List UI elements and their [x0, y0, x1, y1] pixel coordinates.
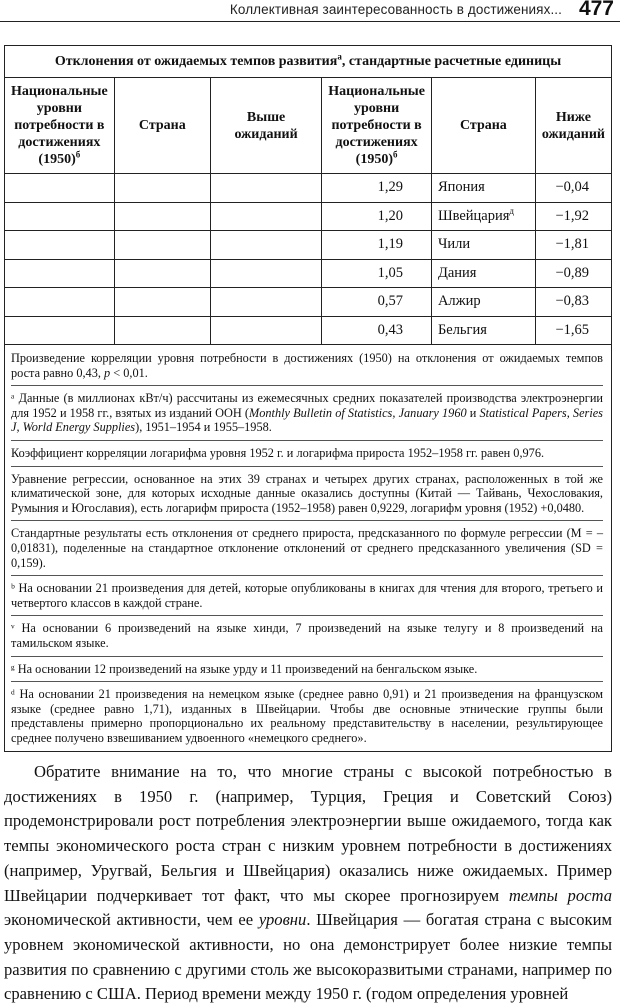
note-d: ᵈ На основании 21 произведения на немецком языке (среднее равно 0,91) и 21 произведения на французском языке (среднее равно 1,71), изданных в Швейцарии. Чтобы две основные этнические группы были представлены примерно пропорционально их реальному представительству в населении, результирующее среднее получено взвешиванием удвоенного «немецкого среднего».	[11, 687, 603, 745]
need-cell: 1,29	[322, 174, 432, 203]
below-cell: −0,83	[535, 288, 611, 317]
below-cell: −1,65	[535, 316, 611, 345]
header-divider	[0, 21, 620, 22]
col-header-country-left: Страна	[114, 78, 210, 174]
deviation-table	[4, 45, 612, 752]
country-cell: Дания	[431, 259, 535, 288]
table-header-row	[5, 78, 612, 174]
col-header-need-left: Национальные уровни потребности в достижениях $(1950)^б$	[5, 78, 115, 174]
note-divider	[11, 385, 603, 386]
country-cell: Бельгия	[431, 316, 535, 345]
country-cell: Алжир	[431, 288, 535, 317]
col-header-country-right: Страна	[431, 78, 535, 174]
below-cell: −1,81	[535, 231, 611, 260]
note-divider	[11, 440, 603, 441]
note-divider	[11, 466, 603, 467]
table-row	[5, 288, 612, 317]
note-b: ᵇ На основании 21 произведения для детей, которые опубликованы в книгах для чтения для второго, третьего и четвертого классов в каждой стране.	[11, 581, 603, 610]
table-row	[5, 202, 612, 231]
below-cell: −0,89	[535, 259, 611, 288]
table-row	[5, 231, 612, 260]
note-correlation: Произведение корреляции уровня потребности в достижениях (1950) на отклонения от ожидаемых темпов роста равно 0,43, p < 0,01.	[11, 351, 603, 380]
note-g: ᵍ На основании 12 произведений на языке урду и 11 произведений на бенгальском языке.	[11, 661, 478, 676]
table-row	[5, 174, 612, 203]
note-divider	[11, 681, 603, 682]
table-caption: Отклонения от ожидаемых темпов развития$^а$, стандартные расчетные единицы	[5, 46, 612, 78]
running-header	[0, 0, 620, 22]
col-header-need-right: Национальные уровни потребности в достижениях $(1950)^б$	[322, 78, 432, 174]
col-header-above: Выше ожиданий	[210, 78, 321, 174]
need-cell: 0,57	[322, 288, 432, 317]
below-cell: −0,04	[535, 174, 611, 203]
note-log-correlation: Коэффициент корреляции логарифма уровня 1952 г. и логарифма прироста 1952–1958 гг. равен 0,976.	[11, 445, 545, 460]
country-cell: Швейцария$^д$	[431, 202, 535, 231]
table-notes-row	[5, 345, 612, 752]
country-cell: Чили	[431, 231, 535, 260]
page-number: 477	[578, 0, 614, 20]
country-cell: Япония	[431, 174, 535, 203]
need-cell: 1,05	[322, 259, 432, 288]
note-v: ᵛ На основании 6 произведений на языке хинди, 7 произведений на языке телугу и 8 произведений на тамильском языке.	[11, 621, 603, 650]
below-cell: −1,92	[535, 202, 611, 231]
note-a: ᵃ Данные (в миллионах кВт/ч) рассчитаны из ежемесячных средних показателей производства электроэнергии для 1952 и 1958 гг., взятых из изданий ООН (Monthly Bulletin of Statistics, January 1960 и Statistical Papers, Series J, World Energy Supplies), 1951–1954 и 1955–1958.	[11, 391, 603, 435]
table-caption-row	[5, 46, 612, 78]
note-divider	[11, 615, 603, 616]
need-cell: 1,19	[322, 231, 432, 260]
table-row	[5, 316, 612, 345]
note-divider	[11, 656, 603, 657]
table-row	[5, 259, 612, 288]
body-paragraph: Обратите внимание на то, что многие страны с высокой потребностью в достижениях в 1950 г. (например, Турция, Греция и Советский Союз) продемонстрировали рост потребления электроэнергии выше ожидаемого, тогда как темпы экономического роста стран с низким уровнем потребности в достижениях (например, Уругвай, Бельгия и Швейцария) оказались ниже ожидаемых. Пример Швейцарии подчеркивает тот факт, что мы скорее прогнозируем темпы роста экономической активности, чем ее уровни. Швейцария — богатая страна с высоким уровнем экономической активности, но она демонстрирует более низкие темпы развития по сравнению с другими столь же высокоразвитыми странами, например по сравнению с США. Период времени между 1950 г. (годом определения уровней	[4, 762, 612, 1004]
need-cell: 0,43	[322, 316, 432, 345]
note-standard: Стандартные результаты есть отклонения от среднего прироста, предсказанного по формуле регрессии (M = –0,01831), поделенные на стандартное отклонение отклонений от среднего предсказанного увеличения (SD = 0,159).	[11, 526, 603, 570]
note-regression: Уравнение регрессии, основанное на этих 39 странах и четырех других странах, расположенных в той же климатической зоне, для которых исходные данные оказались доступны (Китай — Тайвань, Чехословакия, Румыния и Югославия), есть логарифм прироста (1952–1958) равен 0,9229, логарифм уровня (1952) +0,0480.	[11, 471, 603, 515]
col-header-below: Ниже ожиданий	[535, 78, 611, 174]
note-divider	[11, 520, 603, 521]
note-divider	[11, 575, 603, 576]
table-notes	[5, 345, 612, 752]
need-cell: 1,20	[322, 202, 432, 231]
running-title: Коллективная заинтересованность в достижениях...	[229, 2, 562, 17]
